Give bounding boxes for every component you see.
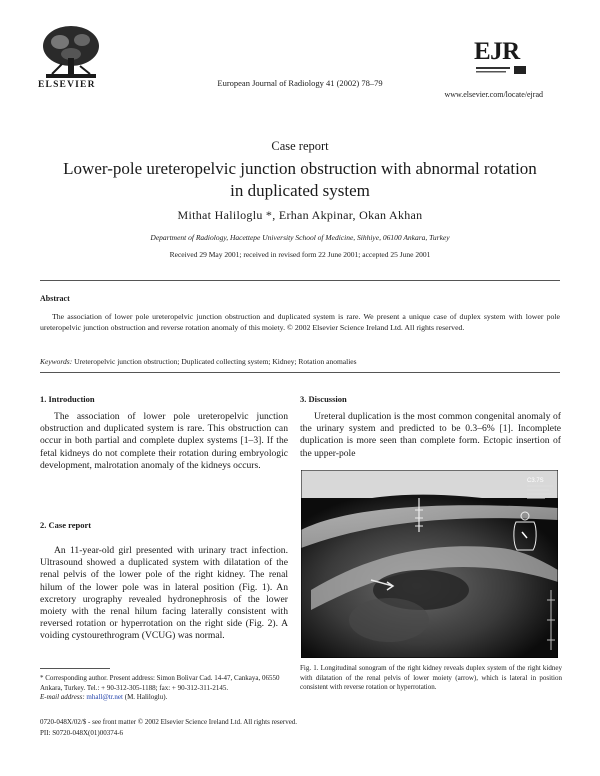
- section-heading-discussion: 3. Discussion: [300, 394, 347, 404]
- abstract-text: The association of lower pole ureteropelvic junction obstruction and duplicated system is rare. We present a unique case of duplex system with lower pole ureteropelvic junction obstruction and reverse rotation anomaly of this moiety. © 2002 Elsevier Science Ireland Ltd. All rights reserved.: [40, 312, 560, 332]
- keywords-list: Ureteropelvic junction obstruction; Duplicated collecting system; Kidney; Rotation anomalies: [74, 357, 357, 366]
- copyright-line: 0720-048X/02/$ - see front matter © 2002 Elsevier Science Ireland Ltd. All rights reserved.: [40, 718, 298, 726]
- section-text-case-report: An 11-year-old girl presented with urinary tract infection. Ultrasound showed a duplicated system with dilatation of the renal pelvis of the lower pole of the right kidney. The renal hilum of the lower pole was in lateral position (Fig. 1). An excretory urography revealed hydronephrosis of the lower moiety with the renal hilum facing laterally consistent with reversed rotation or hyperrotation on the right side (Fig. 2). A voiding cystourethrogram (VCUG) was normal.: [40, 545, 288, 642]
- footnote: [40, 674, 288, 703]
- section-heading-case-report: 2. Case report: [40, 520, 92, 530]
- article-title: Lower-pole ureteropelvic junction obstruction with abnormal rotation in duplicated system: [63, 159, 537, 200]
- keywords: [40, 357, 560, 366]
- abstract-bottom-divider: [40, 372, 560, 373]
- section-heading-introduction: 1. Introduction: [40, 394, 95, 404]
- publisher-tree-logo: [40, 24, 102, 82]
- publisher-name: ELSEVIER: [38, 80, 96, 90]
- footnote-text: * Corresponding author. Present address: Simon Bolivar Cad. 14-47, Cankaya, 06550 Ankara, Turkey. Tel.: + 90-312-305-1188; fax: + 90-312-311-2145.: [40, 674, 280, 692]
- ultrasound-figure: [301, 470, 558, 658]
- journal-logo: EJR: [474, 38, 520, 65]
- journal-logo-subtext: [476, 66, 528, 76]
- abstract-top-divider: [40, 280, 560, 281]
- article-type: Case report: [271, 139, 329, 153]
- pii-line: PII: S0720-048X(01)00374-6: [40, 729, 124, 737]
- footnote-email-line: [40, 693, 288, 703]
- abstract-heading: Abstract: [40, 294, 70, 303]
- section-text-introduction: The association of lower pole ureteropelvic junction obstruction and duplicated system is rare. This obstruction can occur in both partial and complete duplex systems [1–3]. If the fetal kidneys do not complete their rotation during embryologic development, malrotation anomaly of the kidneys occurs.: [40, 411, 288, 471]
- email-link[interactable]: mhall@tr.net: [86, 693, 123, 701]
- keywords-label: Keywords:: [40, 357, 73, 366]
- journal-citation: European Journal of Radiology 41 (2002) 78–79: [217, 78, 383, 88]
- figure-overlay-label: C3.7S: [527, 478, 544, 484]
- journal-url[interactable]: www.elsevier.com/locate/ejrad: [444, 90, 543, 99]
- affiliation: Department of Radiology, Hacettepe University School of Medicine, Sihhiye, 06100 Ankara, Turkey: [150, 233, 450, 242]
- section-text-discussion: Ureteral duplication is the most common congenital anomaly of the urinary system and predicted to be 0.3–6% [1]. Incomplete duplication is more seen than complete form. Ectopic insertion of the upper-pole: [300, 411, 561, 459]
- footnote-divider: [40, 668, 110, 669]
- email-name: (M. Haliloglu).: [124, 693, 168, 701]
- authors: Mithat Haliloglu *, Erhan Akpinar, Okan Akhan: [177, 208, 423, 222]
- figure-caption: Fig. 1. Longitudinal sonogram of the right kidney reveals duplex system of the right kidney with dilatation of the renal pelvis of lower moiety (arrow), which is lateral in position consistent with reverse rotation or hyperrotation.: [300, 664, 562, 691]
- email-label: E-mail address:: [40, 693, 85, 701]
- article-dates: Received 29 May 2001; received in revised form 22 June 2001; accepted 25 June 2001: [169, 250, 431, 259]
